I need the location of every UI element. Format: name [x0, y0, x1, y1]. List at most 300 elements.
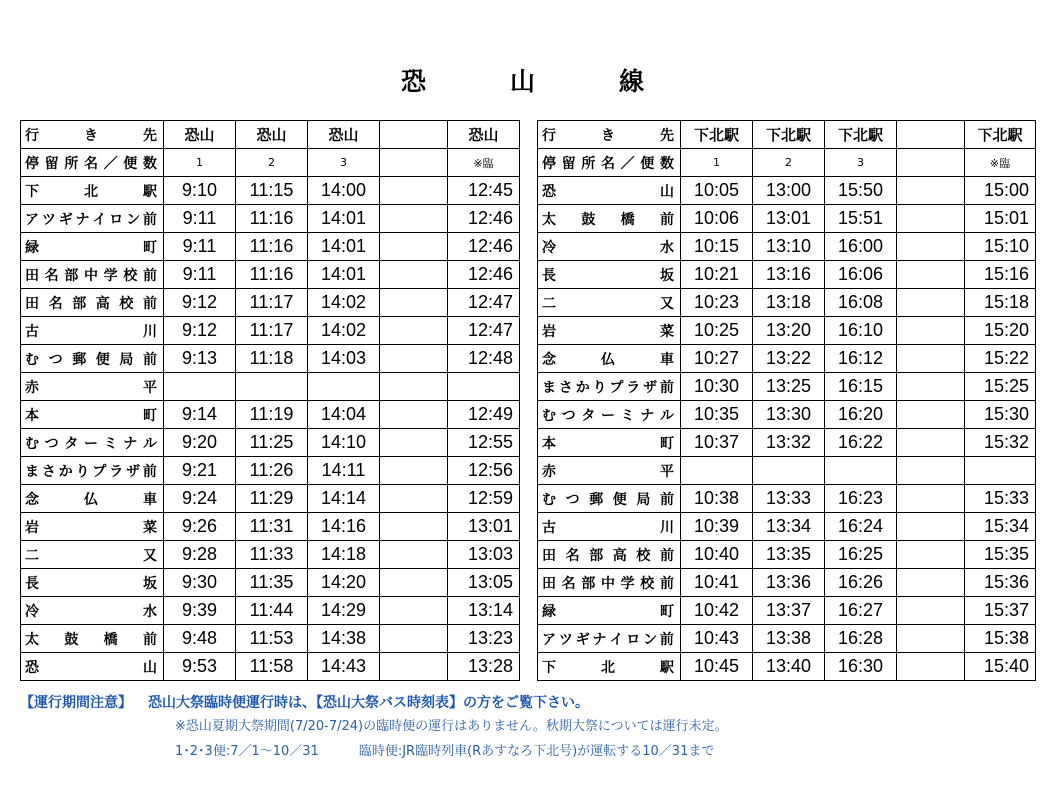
stop-name-char: ナ: [75, 211, 90, 228]
table-row: [538, 485, 1036, 513]
stop-name: [542, 629, 674, 649]
stop-name-char: 高: [95, 295, 110, 312]
time-cell: 13:01: [448, 513, 520, 541]
stop-name: [25, 629, 157, 649]
notes-special-period: 臨時便:JR臨時列車(Rあすなろ下北号)が運転する10／31まで: [358, 744, 715, 759]
header-stop-label-text: [542, 153, 674, 173]
time-cell: [380, 569, 448, 597]
time-cell: [897, 401, 965, 429]
header-stop-label: [21, 149, 164, 177]
stop-name-char: 二: [25, 547, 39, 564]
stop-name-cell: [21, 233, 164, 261]
time-cell: [897, 485, 965, 513]
time-cell: 11:35: [236, 569, 308, 597]
time-cell: 15:01: [965, 205, 1036, 233]
stop-name-char: 校: [123, 267, 138, 284]
stop-name-char: ザ: [126, 463, 141, 480]
stop-name: [542, 573, 674, 593]
time-cell: 10:27: [681, 345, 753, 373]
bus-number-cell: ※臨: [448, 149, 520, 177]
time-cell: 9:30: [164, 569, 236, 597]
table-row: [538, 345, 1036, 373]
time-cell: [897, 513, 965, 541]
stop-name-char: ー: [83, 435, 98, 452]
stop-name-char: 北: [84, 183, 98, 200]
time-cell: 10:45: [681, 653, 753, 681]
time-cell: 13:30: [753, 401, 825, 429]
stop-name-char: 留: [44, 155, 59, 172]
time-cell: 15:38: [965, 625, 1036, 653]
stop-name-char: ま: [25, 463, 39, 480]
time-cell: 11:31: [236, 513, 308, 541]
stop-name-cell: [538, 513, 681, 541]
time-cell: 9:13: [164, 345, 236, 373]
time-cell: 16:22: [825, 429, 897, 457]
stop-name-cell: [21, 261, 164, 289]
stop-name-char: か: [575, 379, 590, 396]
stop-name-char: 水: [143, 603, 157, 620]
time-cell: 12:46: [448, 233, 520, 261]
time-cell: 16:15: [825, 373, 897, 401]
stop-name-char: ミ: [103, 435, 118, 452]
time-cell: 9:20: [164, 429, 236, 457]
time-cell: [897, 625, 965, 653]
time-cell: 11:16: [236, 205, 308, 233]
time-cell: 16:20: [825, 401, 897, 429]
stop-name-char: 冷: [25, 603, 39, 620]
stop-name: [542, 237, 674, 257]
time-cell: 14:14: [308, 485, 380, 513]
time-cell: 13:22: [753, 345, 825, 373]
time-cell: 9:39: [164, 597, 236, 625]
stop-name-char: 所: [64, 155, 79, 172]
stop-name-char: 便: [640, 155, 655, 172]
stop-name-char: 便: [95, 351, 110, 368]
stop-name: [25, 601, 157, 621]
header-row-destination: [538, 121, 1036, 149]
time-cell: 9:11: [164, 233, 236, 261]
notes-line-2: ※恐山夏期大祭期間(7/20-7/24)の臨時便の運行はありません。秋期大祭については運行未定。: [175, 719, 728, 734]
stop-name-char: 駅: [143, 183, 157, 200]
stop-name-cell: [538, 345, 681, 373]
stop-name: [25, 657, 157, 677]
stop-name-char: 前: [142, 631, 157, 648]
stop-name-char: 田: [542, 547, 556, 564]
stop-name: [542, 517, 674, 537]
time-cell: 13:32: [753, 429, 825, 457]
stop-name-char: ツ: [558, 631, 573, 648]
time-cell: 15:30: [965, 401, 1036, 429]
stop-name-char: 中: [600, 575, 615, 592]
time-cell: 14:00: [308, 177, 380, 205]
stop-name-char: 前: [142, 267, 157, 284]
time-cell: 13:16: [753, 261, 825, 289]
time-cell: [380, 457, 448, 485]
stop-name-char: 仏: [601, 351, 615, 368]
stop-name-char: 岩: [25, 519, 39, 536]
time-cell: 15:50: [825, 177, 897, 205]
stop-name-char: ザ: [643, 379, 658, 396]
table-row: [21, 513, 520, 541]
destination-cell: [380, 121, 448, 149]
time-cell: [164, 373, 236, 401]
time-cell: 15:00: [965, 177, 1036, 205]
destination-cell: [897, 121, 965, 149]
time-cell: 14:43: [308, 653, 380, 681]
stop-name-char: イ: [609, 631, 624, 648]
time-cell: [825, 457, 897, 485]
stop-name-char: 名: [48, 295, 63, 312]
stop-name-char: 又: [660, 295, 674, 312]
bus-number-cell: [380, 149, 448, 177]
stop-name-char: 停: [542, 155, 556, 172]
time-cell: [897, 429, 965, 457]
bus-number-cell: 3: [825, 149, 897, 177]
time-cell: [897, 205, 965, 233]
time-cell: 11:58: [236, 653, 308, 681]
time-cell: 9:21: [164, 457, 236, 485]
time-cell: 10:43: [681, 625, 753, 653]
stop-name-char: 部: [581, 575, 596, 592]
notes-line-3: [175, 740, 714, 759]
table-row: [21, 289, 520, 317]
stop-name: [542, 265, 674, 285]
title-char: 山: [509, 67, 535, 96]
time-cell: [965, 457, 1036, 485]
stop-name-cell: [21, 317, 164, 345]
time-cell: 10:21: [681, 261, 753, 289]
time-cell: 15:32: [965, 429, 1036, 457]
time-cell: 16:28: [825, 625, 897, 653]
time-cell: [897, 345, 965, 373]
stop-name-char: 名: [561, 575, 576, 592]
stop-name-char: 名: [83, 155, 98, 172]
stop-name-cell: [21, 569, 164, 597]
stop-name-char: 太: [542, 211, 556, 228]
table-row: [538, 289, 1036, 317]
stop-name-cell: [538, 401, 681, 429]
time-cell: 11:16: [236, 233, 308, 261]
time-cell: 14:38: [308, 625, 380, 653]
stop-name-char: 町: [660, 603, 674, 620]
stop-name: [25, 517, 157, 537]
header-destination-label-text: [542, 125, 674, 145]
time-cell: 15:18: [965, 289, 1036, 317]
header-destination-label: [538, 121, 681, 149]
stop-name-char: 鼓: [581, 211, 596, 228]
time-cell: [897, 653, 965, 681]
time-cell: 14:10: [308, 429, 380, 457]
time-cell: 11:26: [236, 457, 308, 485]
stop-name-char: 橋: [620, 211, 635, 228]
stop-name-cell: [538, 289, 681, 317]
stop-name-char: ラ: [109, 463, 124, 480]
time-cell: 13:33: [753, 485, 825, 513]
stop-name: [25, 489, 157, 509]
time-cell: [897, 289, 965, 317]
stop-name: [25, 293, 157, 313]
stop-name-char: ア: [25, 211, 39, 228]
timetable-inbound: [537, 120, 1036, 681]
stop-name-char: 田: [25, 267, 39, 284]
time-cell: [897, 457, 965, 485]
stop-name: [542, 377, 674, 397]
stop-name-char: 仏: [84, 491, 98, 508]
stop-name-char: き: [84, 127, 98, 144]
destination-cell: 下北駅: [965, 121, 1036, 149]
time-cell: 9:12: [164, 317, 236, 345]
time-cell: 10:25: [681, 317, 753, 345]
table-row: [538, 541, 1036, 569]
time-cell: 14:01: [308, 233, 380, 261]
stop-name-cell: [21, 345, 164, 373]
table-row: [538, 597, 1036, 625]
stop-name-cell: [21, 653, 164, 681]
page-title: [0, 62, 1045, 98]
time-cell: 12:59: [448, 485, 520, 513]
time-cell: 12:47: [448, 289, 520, 317]
stop-name-cell: [538, 485, 681, 513]
stop-name: [25, 265, 157, 285]
stop-name-cell: [21, 373, 164, 401]
time-cell: 10:40: [681, 541, 753, 569]
time-cell: 10:42: [681, 597, 753, 625]
stop-name-char: 部: [64, 267, 79, 284]
time-cell: [380, 485, 448, 513]
stop-name: [542, 657, 674, 677]
bus-number-cell: 2: [753, 149, 825, 177]
notes-festival-text: 恐山大祭臨時便運行時は、【恐山大祭バス時刻表】の方をご覧下さい。: [148, 695, 589, 711]
stop-name-char: 前: [142, 351, 157, 368]
stop-name-char: ／: [103, 155, 118, 172]
stop-name-char: 赤: [25, 379, 39, 396]
title-char: 恐: [400, 67, 426, 96]
stop-name-char: か: [58, 463, 73, 480]
time-cell: 9:24: [164, 485, 236, 513]
table-row: [21, 261, 520, 289]
stop-name-char: 平: [660, 463, 674, 480]
time-cell: 9:53: [164, 653, 236, 681]
stop-name-char: 先: [660, 127, 674, 144]
stop-name: [25, 349, 157, 369]
stop-name-char: さ: [41, 463, 56, 480]
time-cell: [380, 513, 448, 541]
time-cell: 9:26: [164, 513, 236, 541]
time-cell: 13:34: [753, 513, 825, 541]
stop-name-char: ル: [659, 407, 674, 424]
bus-number-cell: [897, 149, 965, 177]
table-row: [21, 177, 520, 205]
stop-name-char: 駅: [660, 659, 674, 676]
stop-name: [542, 405, 674, 425]
stop-name-char: 下: [25, 183, 39, 200]
stop-name-cell: [21, 429, 164, 457]
table-row: [21, 597, 520, 625]
stop-name-char: イ: [92, 211, 107, 228]
timetable-outbound: [20, 120, 520, 681]
time-cell: 10:23: [681, 289, 753, 317]
title-char: 線: [619, 67, 645, 96]
time-cell: 12:48: [448, 345, 520, 373]
time-cell: 10:37: [681, 429, 753, 457]
time-cell: 9:11: [164, 205, 236, 233]
time-cell: 16:30: [825, 653, 897, 681]
time-cell: 14:11: [308, 457, 380, 485]
stop-name: [542, 349, 674, 369]
time-cell: 15:51: [825, 205, 897, 233]
stop-name-char: 長: [25, 575, 39, 592]
stop-name-char: 先: [143, 127, 157, 144]
table-row: [21, 457, 520, 485]
time-cell: 10:39: [681, 513, 753, 541]
time-cell: 15:22: [965, 345, 1036, 373]
time-cell: 13:18: [753, 289, 825, 317]
time-cell: 15:25: [965, 373, 1036, 401]
stop-name-char: 二: [542, 295, 556, 312]
stop-name-char: ナ: [123, 435, 138, 452]
time-cell: [380, 317, 448, 345]
table-row: [21, 569, 520, 597]
table-row: [538, 261, 1036, 289]
stop-name-char: 名: [600, 155, 615, 172]
stop-name-char: 校: [640, 575, 655, 592]
time-cell: 9:28: [164, 541, 236, 569]
stop-name-char: さ: [558, 379, 573, 396]
time-cell: 13:28: [448, 653, 520, 681]
stop-name-char: 前: [659, 211, 674, 228]
destination-cell: 恐山: [236, 121, 308, 149]
time-cell: [236, 373, 308, 401]
stop-name-cell: [538, 597, 681, 625]
time-cell: 16:00: [825, 233, 897, 261]
stop-name-char: 岩: [542, 323, 556, 340]
stop-name-char: ン: [126, 211, 141, 228]
stop-name-char: ー: [600, 407, 615, 424]
stop-name-char: り: [75, 463, 90, 480]
time-cell: 13:20: [753, 317, 825, 345]
time-cell: 10:05: [681, 177, 753, 205]
stop-name-char: 古: [542, 519, 556, 536]
stop-name-char: 名: [565, 547, 580, 564]
stop-name-char: 古: [25, 323, 39, 340]
time-cell: 15:16: [965, 261, 1036, 289]
header-destination-label: [21, 121, 164, 149]
time-cell: 13:38: [753, 625, 825, 653]
stop-name-char: 前: [659, 491, 674, 508]
stop-name-cell: [21, 177, 164, 205]
time-cell: 10:06: [681, 205, 753, 233]
stop-name-char: 車: [660, 351, 674, 368]
time-cell: [897, 233, 965, 261]
destination-cell: 恐山: [448, 121, 520, 149]
destination-cell: 下北駅: [825, 121, 897, 149]
time-cell: 13:23: [448, 625, 520, 653]
stop-name-char: ア: [542, 631, 556, 648]
stop-name-char: 校: [119, 295, 134, 312]
table-row: [538, 317, 1036, 345]
stop-name-cell: [538, 457, 681, 485]
time-cell: 9:11: [164, 261, 236, 289]
time-cell: 11:16: [236, 261, 308, 289]
time-cell: [380, 233, 448, 261]
time-cell: [897, 261, 965, 289]
stop-name: [25, 433, 157, 453]
time-cell: [380, 653, 448, 681]
time-cell: 14:18: [308, 541, 380, 569]
stop-name-char: 高: [612, 547, 627, 564]
stop-name-char: 太: [25, 631, 39, 648]
table-row: [538, 233, 1036, 261]
stop-name: [25, 209, 157, 229]
time-cell: 13:01: [753, 205, 825, 233]
time-cell: 14:04: [308, 401, 380, 429]
time-cell: [380, 541, 448, 569]
stop-name-char: ギ: [58, 211, 73, 228]
stop-name-char: 所: [581, 155, 596, 172]
stop-name-char: ミ: [620, 407, 635, 424]
stop-name-char: 平: [143, 379, 157, 396]
stop-name-char: 川: [660, 519, 674, 536]
stop-name-char: 赤: [542, 463, 556, 480]
time-cell: 13:14: [448, 597, 520, 625]
stop-name-cell: [538, 541, 681, 569]
stop-name-char: ル: [142, 435, 157, 452]
time-cell: 16:27: [825, 597, 897, 625]
stop-name-char: 恐: [542, 183, 556, 200]
time-cell: 16:08: [825, 289, 897, 317]
stop-name-char: 前: [659, 547, 674, 564]
stop-name-char: 田: [25, 295, 39, 312]
stop-name-char: 町: [660, 435, 674, 452]
time-cell: 11:33: [236, 541, 308, 569]
stop-name-char: り: [592, 379, 607, 396]
time-cell: [380, 625, 448, 653]
time-cell: 15:34: [965, 513, 1036, 541]
time-cell: 16:06: [825, 261, 897, 289]
notes-period-header: 【運行期間注意】: [20, 695, 132, 711]
time-cell: [380, 289, 448, 317]
time-cell: 13:37: [753, 597, 825, 625]
bus-number-cell: 1: [164, 149, 236, 177]
stop-name-char: 鼓: [64, 631, 79, 648]
destination-cell: 下北駅: [753, 121, 825, 149]
time-cell: 13:05: [448, 569, 520, 597]
table-row: [538, 429, 1036, 457]
time-cell: 12:47: [448, 317, 520, 345]
stop-name-char: 橋: [103, 631, 118, 648]
stop-name-char: 行: [542, 127, 556, 144]
stop-name-cell: [21, 513, 164, 541]
stop-name-char: 菜: [660, 323, 674, 340]
stop-name: [25, 545, 157, 565]
stop-name-char: む: [25, 351, 39, 368]
destination-cell: 下北駅: [681, 121, 753, 149]
stop-name-char: 郵: [589, 491, 604, 508]
time-cell: [897, 373, 965, 401]
stop-name-char: 部: [72, 295, 87, 312]
stop-name-char: 町: [143, 407, 157, 424]
time-cell: 13:00: [753, 177, 825, 205]
time-cell: 14:29: [308, 597, 380, 625]
stop-name: [25, 405, 157, 425]
time-cell: 12:46: [448, 261, 520, 289]
notes-regular-period: 1･2･3便:7／1～10／31: [175, 744, 319, 759]
table-row: [538, 373, 1036, 401]
stop-name-char: ツ: [41, 211, 56, 228]
stop-name: [542, 209, 674, 229]
time-cell: 15:33: [965, 485, 1036, 513]
stop-name-char: 下: [542, 659, 556, 676]
